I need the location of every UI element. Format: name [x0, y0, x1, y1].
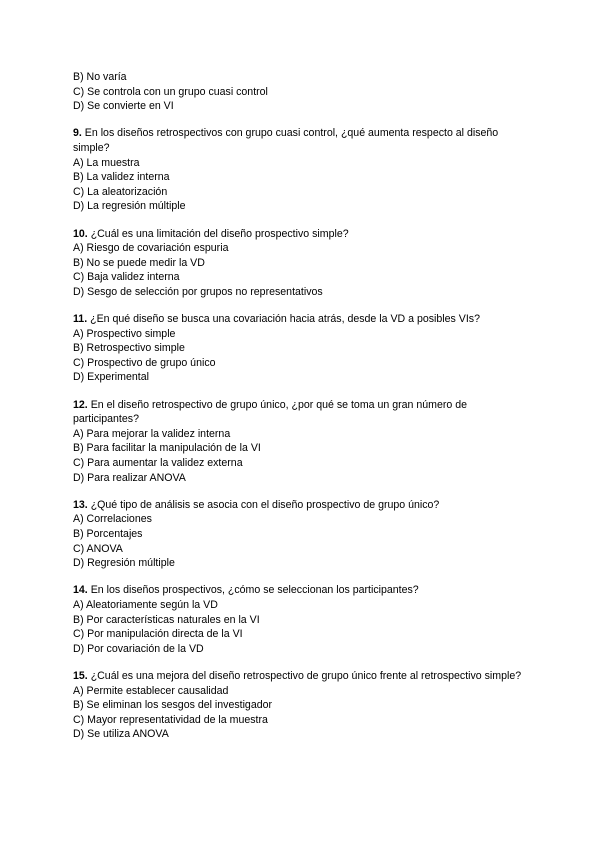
question-prompt: ¿En qué diseño se busca una covariación hacia atrás, desde la VD a posibles VIs? — [90, 313, 480, 326]
option-d: D) Para realizar ANOVA — [73, 471, 186, 484]
question-text — [73, 398, 533, 427]
option-b: B) Retrospectivo simple — [73, 342, 185, 355]
option-c: C) Baja validez interna — [73, 271, 180, 284]
option-a: A) Prospectivo simple — [73, 327, 176, 340]
option-c: C) Prospectivo de grupo único — [73, 356, 216, 369]
question-prompt: ¿Cuál es una mejora del diseño retrospectivo de grupo único frente al retrospectivo simple? — [90, 669, 522, 682]
option-b: B) Se eliminan los sesgos del investigador — [73, 699, 273, 712]
question-12 — [73, 398, 533, 486]
question-number: 11. — [73, 313, 88, 326]
option-d: D) Sesgo de selección por grupos no representativos — [73, 285, 323, 298]
question-text — [73, 583, 533, 598]
option-c: C) Por manipulación directa de la VI — [73, 628, 243, 641]
option-a: A) Correlaciones — [73, 513, 152, 526]
option-a: A) Riesgo de covariación espuria — [73, 242, 229, 255]
question-text — [73, 498, 533, 513]
question-text — [73, 227, 533, 242]
question-prompt: ¿Qué tipo de análisis se asocia con el diseño prospectivo de grupo único? — [90, 498, 440, 511]
option-b: B) Por características naturales en la VI — [73, 613, 260, 626]
option-a: A) Aleatoriamente según la VD — [73, 598, 218, 611]
question-10 — [73, 227, 533, 300]
option-c: C) Mayor representatividad de la muestra — [73, 713, 268, 726]
option-d: D) Regresión múltiple — [73, 557, 175, 570]
question-text — [73, 126, 533, 155]
option-b: B) La validez interna — [73, 171, 170, 184]
option-a: A) Permite establecer causalidad — [73, 684, 229, 697]
question-9 — [73, 126, 533, 214]
question-number: 13. — [73, 498, 88, 511]
question-13 — [73, 498, 533, 571]
option-d: D) Se utiliza ANOVA — [73, 728, 169, 741]
option-d: D) Se convierte en VI — [73, 100, 174, 113]
option-b: B) Porcentajes — [73, 528, 143, 540]
question-8-continuation — [73, 70, 533, 114]
option-a: A) Para mejorar la validez interna — [73, 427, 231, 440]
option-c: C) Se controla con un grupo cuasi control — [73, 85, 268, 98]
question-prompt: En los diseños retrospectivos con grupo cuasi control, ¿qué aumenta respecto al diseño simple? — [73, 127, 499, 154]
option-d: D) La regresión múltiple — [73, 200, 186, 213]
question-number: 9. — [73, 127, 82, 140]
question-prompt: En los diseños prospectivos, ¿cómo se seleccionan los participantes? — [90, 584, 419, 597]
option-b: B) No se puede medir la VD — [73, 256, 205, 269]
option-c: C) ANOVA — [73, 542, 123, 555]
question-11 — [73, 312, 533, 385]
option-d: D) Experimental — [73, 371, 149, 384]
question-text — [73, 312, 533, 327]
question-15 — [73, 669, 533, 742]
question-text — [73, 669, 533, 684]
question-number: 14. — [73, 584, 88, 597]
question-number: 12. — [73, 398, 88, 411]
question-number: 15. — [73, 669, 88, 682]
option-c: C) Para aumentar la validez externa — [73, 457, 243, 470]
question-number: 10. — [73, 227, 88, 240]
option-b: B) No varía — [73, 71, 127, 83]
document-page — [73, 70, 533, 742]
option-a: A) La muestra — [73, 156, 140, 169]
question-14 — [73, 583, 533, 656]
option-d: D) Por covariación de la VD — [73, 642, 204, 655]
option-b: B) Para facilitar la manipulación de la VI — [73, 442, 261, 455]
question-prompt: ¿Cuál es una limitación del diseño prospectivo simple? — [90, 227, 349, 240]
option-c: C) La aleatorización — [73, 185, 168, 198]
question-prompt: En el diseño retrospectivo de grupo único, ¿por qué se toma un gran número de participantes? — [73, 398, 467, 426]
